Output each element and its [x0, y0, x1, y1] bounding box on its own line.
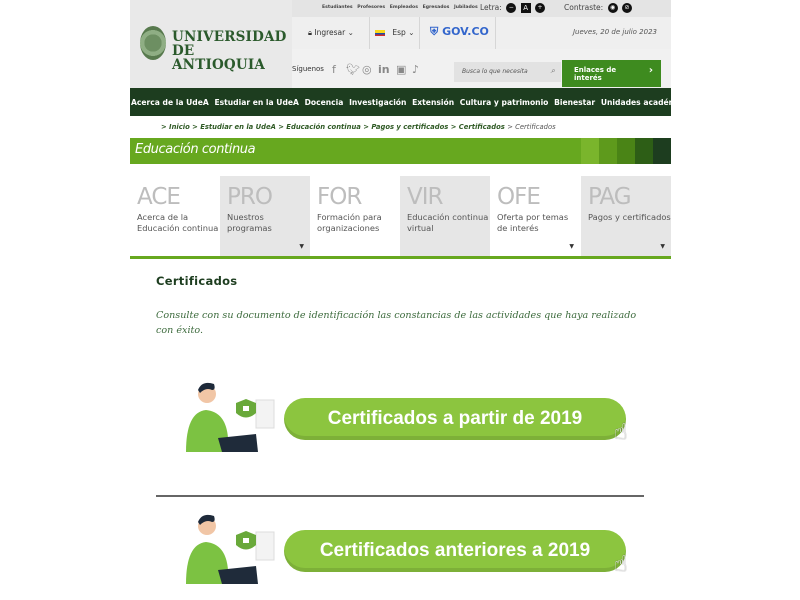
login-menu[interactable] — [292, 17, 370, 49]
colombia-flag-icon — [375, 30, 385, 36]
certificados-anteriores-button[interactable]: Certificados anteriores a 2019 — [284, 530, 626, 572]
enlaces-interes-button[interactable] — [562, 60, 661, 87]
enlaces-label-1: Enlaces de — [574, 66, 617, 74]
university-seal-icon — [140, 26, 166, 60]
logo-line-2: DE ANTIOQUIA — [172, 43, 266, 73]
gov-label: GOV.CO — [442, 25, 489, 38]
tab-virtual[interactable] — [400, 176, 490, 256]
banner-decor — [635, 138, 653, 164]
font-increase-icon[interactable]: + — [535, 3, 545, 13]
lock-icon: 🔒︎ — [308, 28, 312, 37]
twitter-icon[interactable]: 🐦︎ — [346, 63, 360, 76]
tab-label: Nuestros programas — [227, 212, 272, 233]
audience-link-jubilados[interactable]: Jubilados — [454, 5, 478, 10]
tab-label: Oferta por temas de interés — [497, 212, 569, 233]
siguenos-label: Síguenos — [292, 65, 324, 73]
main-nav — [130, 88, 694, 116]
nav-item-cultura[interactable]: Cultura y patrimonio — [459, 98, 549, 107]
facebook-icon[interactable]: f — [332, 63, 336, 76]
breadcrumb-inicio[interactable]: > Inicio — [161, 123, 190, 131]
font-size-controls — [480, 3, 545, 13]
font-decrease-icon[interactable]: − — [506, 3, 516, 13]
instagram-icon[interactable]: ◎ — [362, 63, 372, 76]
banner-decor — [599, 138, 617, 164]
language-selector[interactable] — [370, 17, 420, 49]
gov-shield-icon: ⛨ — [430, 25, 439, 38]
tab-oferta[interactable] — [490, 176, 580, 256]
tab-abbr: OFE — [497, 184, 540, 210]
nav-item-estudiar[interactable]: Estudiar en la UdeA — [214, 98, 299, 107]
search-placeholder: Busca lo que necesita — [462, 68, 528, 75]
page — [130, 0, 694, 600]
tab-abbr: PAG — [588, 184, 631, 210]
font-normal-icon[interactable]: A — [521, 3, 531, 13]
tab-programas[interactable] — [220, 176, 310, 256]
banner-decor — [617, 138, 635, 164]
tab-abbr: FOR — [317, 184, 362, 210]
hand-cursor-icon: ☝ — [614, 420, 628, 445]
banner-title: Educación continua — [135, 142, 256, 157]
nav-item-bienestar[interactable]: Bienestar — [554, 98, 596, 107]
logo-line-1: UNIVERSIDAD — [172, 29, 287, 45]
hand-cursor-icon: ☝ — [614, 552, 628, 577]
tab-label: Acerca de la Educación continua — [137, 212, 219, 233]
nav-item-acerca[interactable]: Acerca de la UdeA — [131, 98, 209, 107]
site-header — [130, 0, 671, 88]
tab-label: Pagos y certificados — [588, 212, 671, 222]
cta-certificados-anteriores — [166, 510, 644, 580]
audience-link-egresados[interactable]: Egresados — [422, 5, 450, 10]
page-title: Certificados — [156, 274, 238, 288]
contrast-controls — [564, 3, 632, 13]
breadcrumb-certificados[interactable]: > Certificados — [450, 123, 505, 131]
audience-link-estudiantes[interactable]: Estudiantes — [322, 5, 353, 10]
chevron-down-icon: ⌄ — [408, 28, 415, 37]
nav-item-extension[interactable]: Extensión — [412, 98, 455, 107]
breadcrumb-pagos[interactable]: > Pagos y certificados — [363, 123, 449, 131]
cta-certificados-2019 — [166, 378, 644, 448]
logo[interactable] — [130, 0, 292, 88]
nav-item-unidades[interactable]: Unidades académicas — [600, 98, 694, 107]
audience-link-empleados[interactable]: Empleados — [389, 5, 418, 10]
audience-link-profesores[interactable]: Profesores — [357, 5, 386, 10]
breadcrumb-estudiar[interactable]: > Estudiar en la UdeA — [192, 123, 276, 131]
tab-label: Educación continua virtual — [407, 212, 489, 233]
caret-down-icon: ▼ — [299, 243, 304, 250]
letra-label: Letra: — [480, 3, 502, 12]
tab-abbr: VIR — [407, 184, 443, 210]
divider — [156, 495, 644, 497]
breadcrumb-educacion[interactable]: > Educación continua — [278, 123, 361, 131]
certificados-2019-button[interactable]: Certificados a partir de 2019 — [284, 398, 626, 440]
intro-text: Consulte con su documento de identificación las constancias de las actividades que haya realizado con éxito. — [156, 310, 637, 336]
breadcrumb — [161, 123, 556, 131]
youtube-icon[interactable]: ▣ — [396, 63, 407, 76]
social-search-bar — [292, 57, 671, 88]
caret-down-icon: ▼ — [660, 243, 665, 250]
language-label: Esp — [392, 28, 406, 37]
user-icon — [166, 510, 276, 590]
nav-item-investigacion[interactable]: Investigación — [349, 98, 407, 107]
audience-links — [322, 5, 478, 10]
tab-abbr: PRO — [227, 184, 272, 210]
audience-bar — [292, 0, 671, 17]
user-icon — [166, 378, 276, 458]
tab-label: Formación para organizaciones — [317, 212, 382, 233]
caret-down-icon: ▼ — [569, 243, 574, 250]
linkedin-icon[interactable]: in — [378, 63, 390, 76]
logo-text — [172, 30, 292, 72]
chevron-down-icon: ⌄ — [347, 28, 354, 37]
eye-icon[interactable]: ◉ — [608, 3, 618, 13]
utility-bar — [292, 17, 671, 49]
tab-abbr: ACE — [137, 184, 180, 210]
banner-decor — [581, 138, 599, 164]
nav-item-docencia[interactable]: Docencia — [304, 98, 344, 107]
breadcrumb-current: > Certificados — [507, 123, 556, 131]
gov-co-link[interactable] — [420, 17, 496, 49]
enlaces-label-2: interés — [574, 74, 602, 82]
tiktok-icon[interactable]: ♪ — [412, 63, 420, 76]
tab-formacion[interactable] — [310, 176, 400, 256]
section-banner — [130, 138, 671, 164]
search-input[interactable] — [454, 62, 561, 82]
contraste-label: Contraste: — [564, 3, 604, 12]
login-label: Ingresar — [314, 28, 346, 37]
section-tabs — [130, 176, 671, 259]
tab-acerca[interactable] — [130, 176, 220, 256]
current-date: Jueves, 20 de julio 2023 — [572, 28, 657, 36]
search-icon[interactable]: ⌕ — [550, 66, 555, 75]
banner-decor — [653, 138, 671, 164]
eye-off-icon[interactable]: ⊘ — [622, 3, 632, 13]
tab-pagos[interactable] — [581, 176, 671, 256]
chevron-right-icon: › — [648, 65, 653, 76]
